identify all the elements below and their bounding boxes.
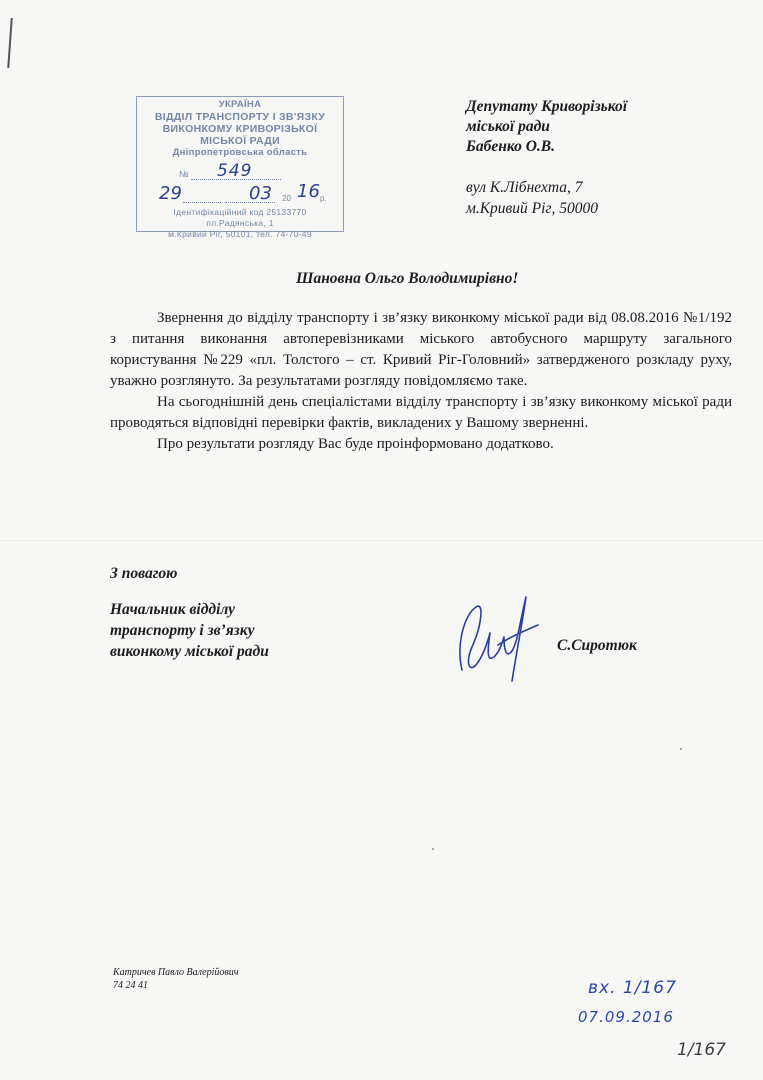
registration-stamp <box>136 96 344 239</box>
position-line: виконкому міської ради <box>110 643 269 660</box>
handwritten-signature <box>454 585 544 685</box>
stamp-number-sign: № <box>179 169 189 179</box>
address-city: м.Кривий Ріг, 50000 <box>466 200 598 217</box>
incoming-date-handwritten: 07.09.2016 <box>578 1008 674 1026</box>
executor-block <box>113 966 239 992</box>
stamp-line-department: ВІДДІЛ ТРАНСПОРТУ І ЗВ'ЯЗКУ <box>154 111 326 123</box>
stamp-date-suffix: р. <box>320 194 327 203</box>
fold-line <box>0 540 763 541</box>
stamp-year-prefix: 20 <box>282 194 291 203</box>
stamp-street: пл.Радянська, 1 <box>206 218 274 228</box>
body-paragraph: Про результати розгляду Вас буде проінформовано додатково. <box>157 436 554 452</box>
addressee-name: Бабенко О.В. <box>466 138 555 155</box>
addressee-line: Депутату Криворізької <box>466 98 628 115</box>
incoming-number-secondary: 1/167 <box>677 1040 726 1060</box>
stamp-number-row <box>137 159 343 183</box>
executor-phone: 74 24 41 <box>113 980 148 991</box>
closing-regards: З повагою <box>110 565 178 582</box>
incoming-number-handwritten: вх. 1/167 <box>588 978 677 998</box>
stamp-handwritten-number: 549 <box>217 161 253 181</box>
stamp-handwritten-year: 16 <box>297 181 320 202</box>
salutation: Шановна Ольго Володимирівно! <box>296 270 519 287</box>
scan-dot <box>432 848 434 850</box>
stamp-handwritten-day: 29 <box>159 183 182 204</box>
scan-artifact-mark <box>7 18 12 68</box>
address-street: вул К.Лібнехта, 7 <box>466 179 583 196</box>
scan-dot <box>680 748 682 750</box>
stamp-line-country: УКРАЇНА <box>218 99 262 110</box>
position-line: транспорту і зв’язку <box>110 622 255 639</box>
stamp-id-code: Ідентифікаційний код 25133770 <box>173 207 307 217</box>
stamp-day-underline <box>183 202 221 203</box>
signer-name: С.Сиротюк <box>557 637 637 654</box>
letter-body <box>110 308 732 455</box>
signature-stroke <box>460 597 538 681</box>
stamp-line-council: МІСЬКОЇ РАДИ <box>200 135 280 147</box>
addressee-line: міської ради <box>466 118 550 135</box>
stamp-city-phone: м.Кривий Ріг, 50101, тел. 74-70-49 <box>168 229 312 239</box>
addressee-block <box>466 97 627 157</box>
signer-position <box>110 599 269 662</box>
stamp-line-region: Дніпропетровська область <box>172 147 308 158</box>
stamp-handwritten-month: 03 <box>249 183 272 204</box>
stamp-date-row <box>137 183 343 207</box>
address-block <box>466 177 598 219</box>
position-line: Начальник відділу <box>110 601 236 618</box>
body-paragraph: Звернення до відділу транспорту і зв’язку виконкому міської ради від 08.08.2016 №1/192 з питання виконання автоперевізниками міського автобусного маршруту загального користування №229 «пл. Толстого – ст. Кривий Ріг-Головний» затвердженого розкладу руху, уважно розглянуто. За результатами розгляду повідомляємо таке. <box>110 310 732 389</box>
executor-name: Катричев Павло Валерійович <box>113 967 239 978</box>
stamp-line-executive: ВИКОНКОМУ КРИВОРІЗЬКОЇ <box>162 123 318 135</box>
stamp-month-underline <box>225 202 275 203</box>
body-paragraph: На сьогоднішній день спеціалістами відділу транспорту і зв’язку виконкому міської ради проводяться відповідні перевірки фактів, викладених у Вашому зверненні. <box>110 394 732 431</box>
